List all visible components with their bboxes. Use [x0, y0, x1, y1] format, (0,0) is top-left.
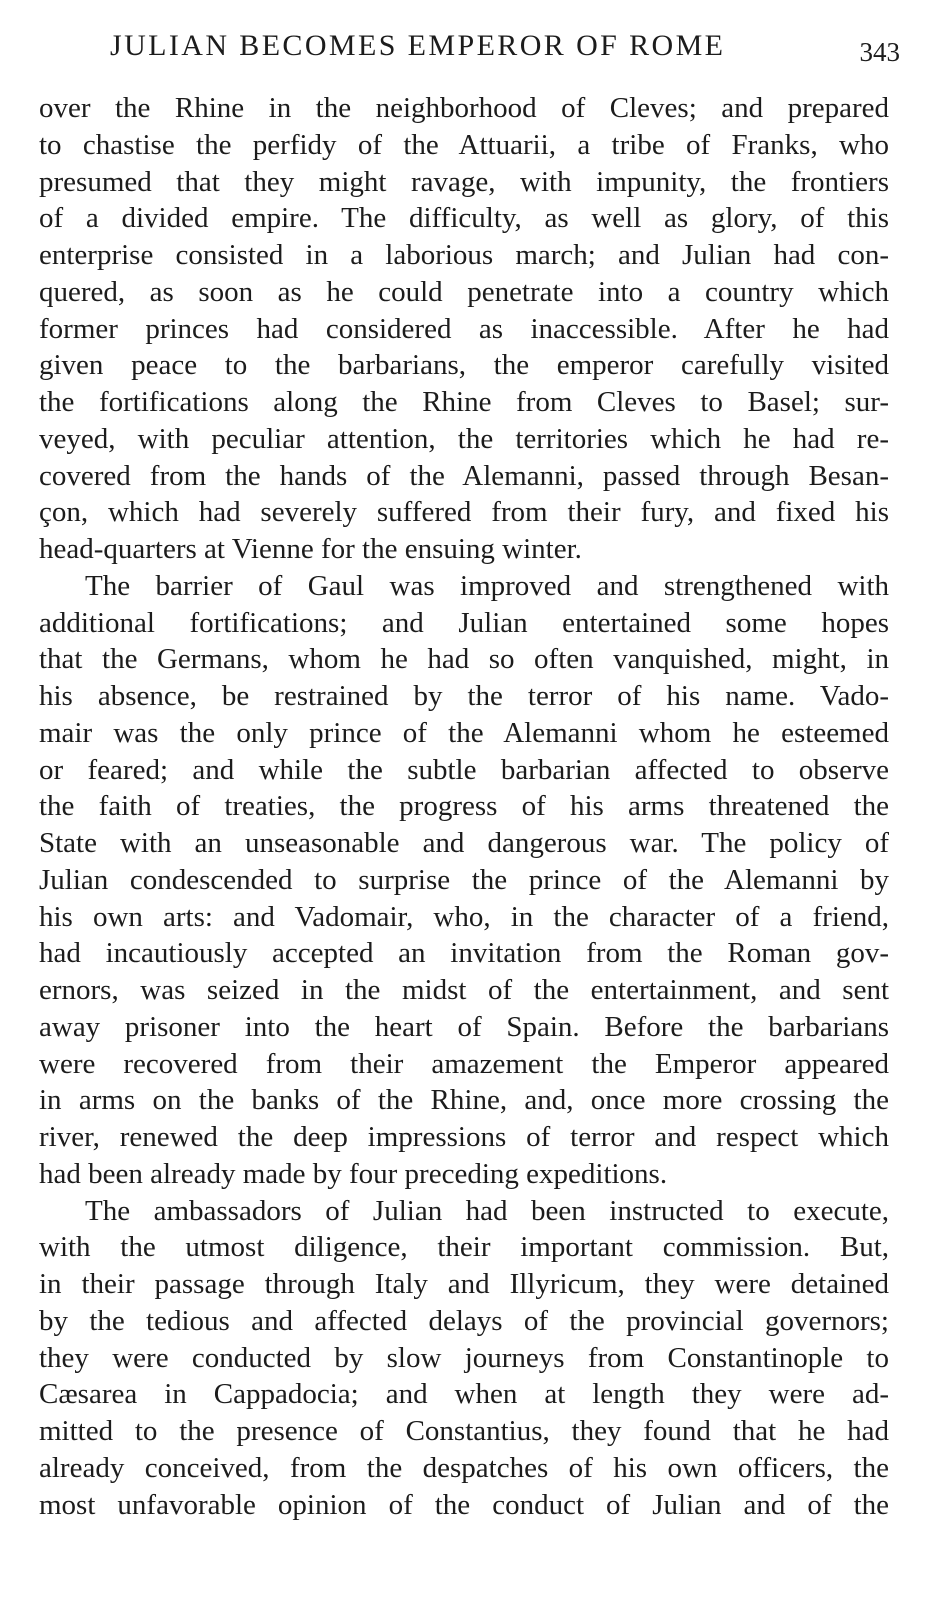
text-line: mitted to the presence of Constantius, they found that he had [39, 1415, 889, 1447]
text-line: enterprise consisted in a laborious march; and Julian had con- [39, 239, 889, 271]
text-line: away prisoner into the heart of Spain. Before the barbarians [39, 1010, 889, 1043]
paragraph-3 [39, 1193, 889, 1524]
text-line: of a divided empire. The difficulty, as well as glory, of this [39, 202, 889, 235]
text-line: covered from the hands of the Alemanni, passed through Besan- [39, 459, 889, 492]
text-line: had been already made by four preceding expeditions. [39, 1157, 668, 1190]
page-number: 343 [859, 37, 900, 67]
text-line: in their passage through Italy and Illyricum, they were detained [39, 1268, 889, 1300]
text-line: most unfavorable opinion of the conduct of Julian and of the [39, 1488, 889, 1521]
text-line: State with an unseasonable and dangerous war. The policy of [39, 827, 889, 859]
running-title: JULIAN BECOMES EMPEROR OF ROME [110, 29, 726, 62]
text-line: over the Rhine in the neighborhood of Cleves; and prepared [39, 92, 889, 124]
text-line: given peace to the barbarians, the emperor carefully visited [39, 349, 889, 382]
text-line: additional fortifications; and Julian entertained some hopes [39, 606, 889, 639]
text-line: were recovered from their amazement the Emperor appeared [39, 1047, 889, 1080]
text-line: by the tedious and affected delays of the provincial governors; [39, 1304, 889, 1337]
text-line: had incautiously accepted an invitation from the Roman gov- [39, 937, 889, 970]
text-line: Julian condescended to surprise the prince of the Alemanni by [39, 863, 889, 896]
text-line: to chastise the perfidy of the Attuarii, a tribe of Franks, who [39, 128, 889, 161]
paragraph-2 [39, 568, 889, 1193]
text-line: presumed that they might ravage, with impunity, the frontiers [39, 165, 889, 198]
text-line: çon, which had severely suffered from their fury, and fixed his [39, 496, 889, 529]
text-line: river, renewed the deep impressions of terror and respect which [39, 1121, 889, 1153]
body-text [39, 90, 889, 1523]
paragraph-1 [39, 90, 889, 568]
text-line: Cæsarea in Cappadocia; and when at length they were ad- [39, 1378, 889, 1411]
text-line: the faith of treaties, the progress of his arms threatened the [39, 790, 889, 823]
text-line: with the utmost diligence, their important commission. But, [39, 1231, 889, 1264]
text-line: his own arts: and Vadomair, who, in the character of a friend, [39, 900, 889, 933]
text-line: the fortifications along the Rhine from Cleves to Basel; sur- [39, 386, 889, 418]
running-head [110, 28, 900, 68]
text-line: quered, as soon as he could penetrate into a country which [39, 275, 889, 308]
text-line: already conceived, from the despatches of his own officers, the [39, 1451, 889, 1484]
text-line: in arms on the banks of the Rhine, and, once more crossing the [39, 1084, 889, 1117]
text-line: ernors, was seized in the midst of the entertainment, and sent [39, 974, 889, 1006]
text-line: The barrier of Gaul was improved and strengthened with [85, 569, 889, 602]
text-line: former princes had considered as inaccessible. After he had [39, 312, 889, 345]
text-line: his absence, be restrained by the terror of his name. Vado- [39, 680, 889, 712]
text-line: or feared; and while the subtle barbarian affected to observe [39, 753, 889, 786]
text-line: veyed, with peculiar attention, the territories which he had re- [39, 422, 889, 455]
text-line: that the Germans, whom he had so often vanquished, might, in [39, 643, 889, 676]
text-line: head-quarters at Vienne for the ensuing winter. [39, 533, 582, 565]
text-line: they were conducted by slow journeys from Constantinople to [39, 1341, 889, 1374]
text-line: mair was the only prince of the Alemanni whom he esteemed [39, 716, 889, 749]
text-line: The ambassadors of Julian had been instructed to execute, [85, 1194, 889, 1227]
